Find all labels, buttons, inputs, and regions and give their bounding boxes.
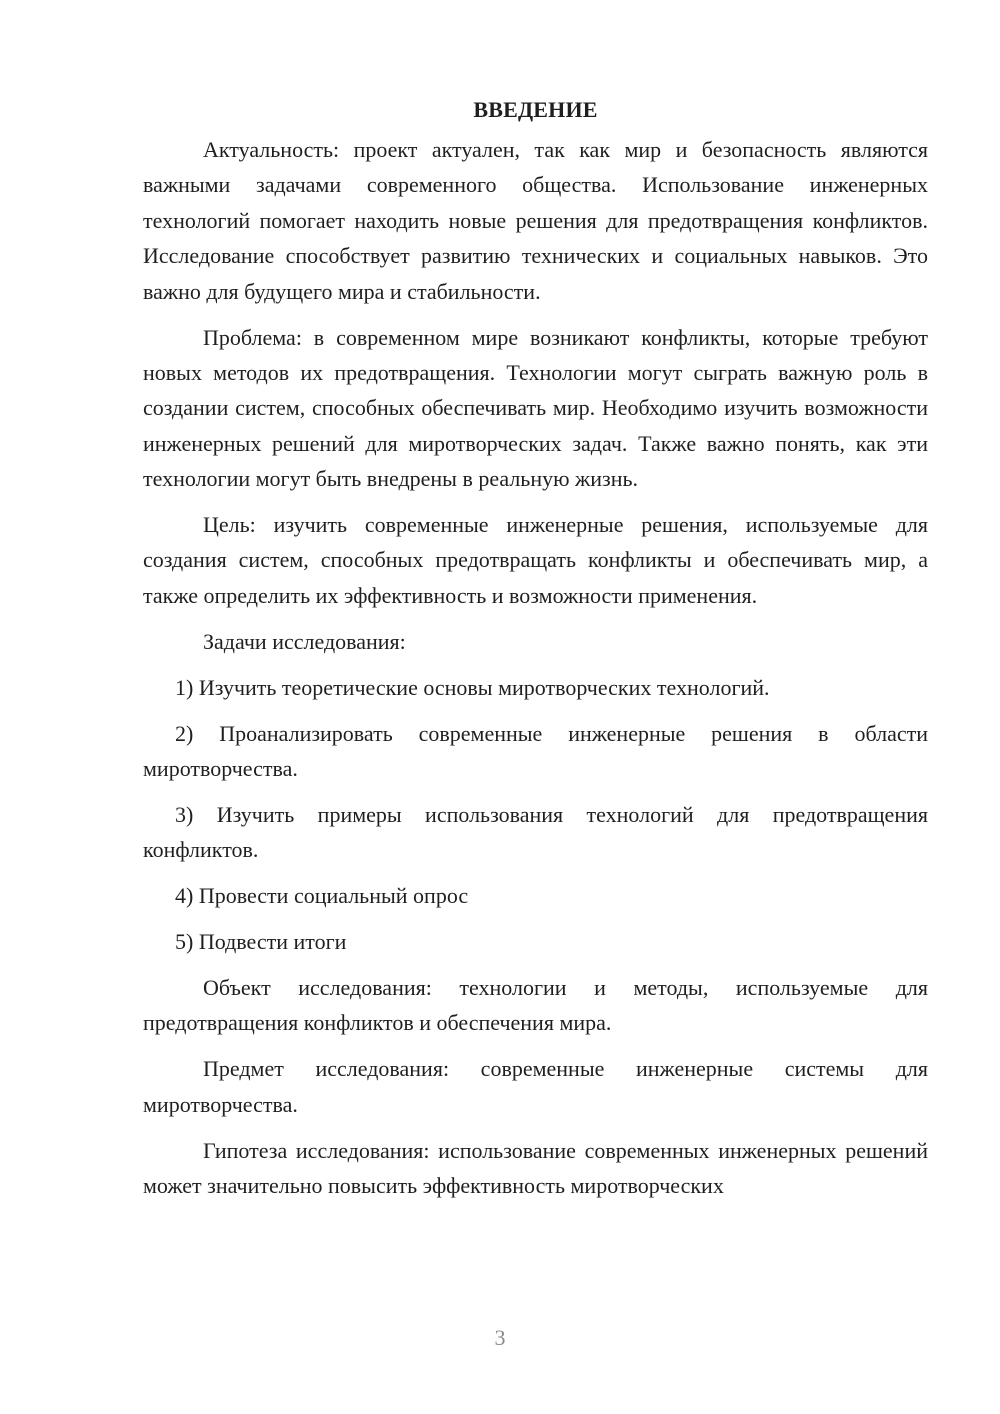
goal-paragraph: Цель: изучить современные инженерные решения, используемые для создания систем, способных предотвращать конфликты и обеспечивать мир, а также определить их эффективность и возможности применения. <box>143 512 928 608</box>
relevance-paragraph: Актуальность: проект актуален, так как мир и безопасность являются важными задачами современного общества. Использование инженерных технологий помогает находить новые решения для предотвращения конфликтов. Исследование способствует развитию технических и социальных навыков. Это важно для будущего мира и стабильности. <box>143 137 928 304</box>
subject-paragraph: Предмет исследования: современные инженерные системы для миротворчества. <box>143 1056 928 1117</box>
document-page <box>143 92 928 1214</box>
problem-paragraph: Проблема: в современном мире возникают конфликты, которые требуют новых методов их предотвращения. Технологии могут сыграть важную роль в создании систем, способных обеспечивать мир. Необходимо изучить возможности инженерных решений для миротворческих задач. Также важно понять, как эти технологии могут быть внедрены в реальную жизнь. <box>143 324 928 492</box>
page-number: 3 <box>494 1325 506 1350</box>
task-item-1: 1) Изучить теоретические основы миротворческих технологий. <box>175 674 770 700</box>
task-item-3: 3) Изучить примеры использования технологий для предотвращения конфликтов. <box>143 801 928 863</box>
task-item-4: 4) Провести социальный опрос <box>175 883 469 909</box>
task-item-2: 2) Проанализировать современные инженерные решения в области миротворчества. <box>143 720 928 781</box>
task-item-5: 5) Подвести итоги <box>175 929 347 955</box>
page-title: ВВЕДЕНИЕ <box>473 97 598 122</box>
hypothesis-paragraph: Гипотеза исследования: использование современных инженерных решений может значительно повысить эффективность миротворческих <box>143 1137 928 1199</box>
tasks-heading: Задачи исследования: <box>203 628 406 654</box>
object-paragraph: Объект исследования: технологии и методы, используемые для предотвращения конфликтов и обеспечения мира. <box>143 975 928 1036</box>
